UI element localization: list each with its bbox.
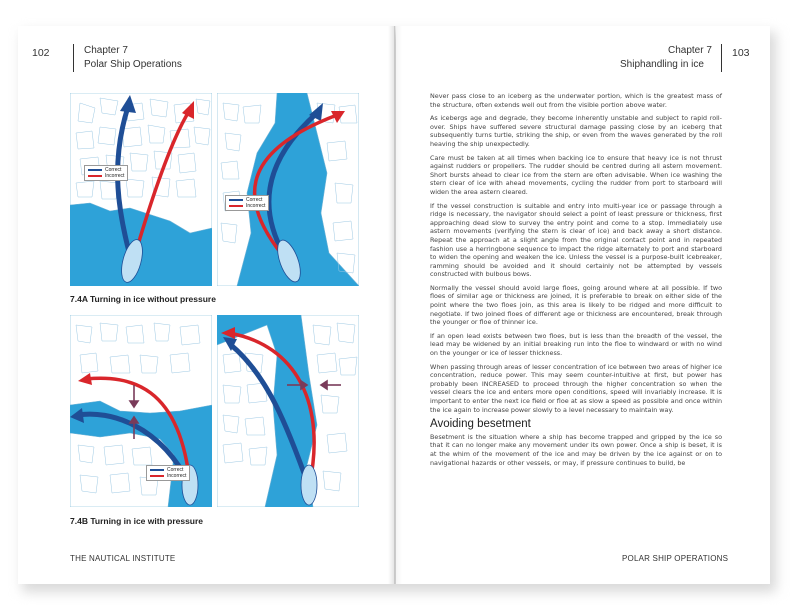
paragraph: Besetment is the situation where a ship has become trapped and gripped by the ice so that it can no longer make any movement under its own power. Once a ship is beset, it is at the whim of the movement of the ice and may be driven by the ice against or on to navigational hazards or other vessels, or may, if pressure continues to build, be bbox=[430, 432, 722, 467]
paragraph: When passing through areas of lesser concentration of ice between two areas of higher ice concentration, reduce power. This may seem counter-intuitive at first, but power has probably been INCREASED to proceed through the higher concentration so when the vessel clears the ice and enters more open conditions, speed will invariably increase. It is important to enter the next ice field or floe at as slow a speed as possible and once within the ice again to increase power slowly to a level necessary to maintain way. bbox=[430, 362, 722, 414]
right-header-divider bbox=[721, 44, 722, 72]
figure-legend bbox=[225, 195, 269, 211]
right-footer: POLAR SHIP OPERATIONS bbox=[622, 554, 729, 563]
paragraph: If an open lead exists between two floes, but is less than the breadth of the vessel, the lead may be widened by an initial breaking run into the floe to windward or with no wind on the younger or ice of lesser thickness. bbox=[430, 331, 722, 358]
figure-7-4b-left-panel bbox=[70, 315, 212, 507]
figure-7-4a-right-panel bbox=[217, 93, 359, 286]
right-running-title: Shiphandling in ice bbox=[620, 59, 704, 70]
paragraph: As icebergs age and degrade, they become inherently unstable and subject to rapid roll-over. Ships have suffered severe structural damage passing close by an iceberg that subsequently turns turtle, striking the ship, or even from the waves generated by the roll heaving the ship unexpectedly. bbox=[430, 114, 722, 148]
legend-correct-label: Correct bbox=[105, 167, 122, 173]
paragraph: If the vessel construction is suitable and entry into multi-year ice or passage through a ridge is necessary, the navigator should select a point of least pressure or thickness, first approaching dead slow to survey the entry point and come to a stop. Immediately use astern movements (verifying the stern is clear of ice) and back away a short distance. Repeat the approach at a slight angle from the original contact point and in repeated fashion use a herringbone sequence to impact the ridge alternately to port and starboard to widen the opening and weaken the ice. Unless the vessel is a purpose-built icebreaker, ramming should be avoided and it should certainly not be attempted by vessels constructed with bulbous bows. bbox=[430, 201, 722, 279]
left-running-title: Polar Ship Operations bbox=[84, 59, 182, 70]
paragraph: Care must be taken at all times when backing ice to ensure that heavy ice is not thrust against rudders or propellers. The rudder should be centred during all astern movement. Short bursts ahead to clear ice from the stern are often advisable. When ice washing the stern clear of ice with ahead movements, cycling the rudder from port to starboard will widen the area astern cleared. bbox=[430, 153, 722, 196]
figure-legend bbox=[146, 465, 190, 481]
section-heading: Avoiding besetment bbox=[430, 418, 531, 431]
left-chapter-label: Chapter 7 bbox=[84, 45, 128, 56]
left-page-number: 102 bbox=[32, 47, 50, 59]
left-header-divider bbox=[73, 44, 74, 72]
paragraph: Never pass close to an iceberg as the underwater portion, which is the greatest mass of the structure, often extends well out from the visible portion above water. bbox=[430, 92, 722, 109]
right-page-number: 103 bbox=[732, 47, 750, 59]
legend-incorrect-label: Incorrect bbox=[246, 203, 266, 209]
legend-incorrect-label: Incorrect bbox=[167, 473, 187, 479]
book-gutter bbox=[388, 26, 402, 584]
figure-legend bbox=[84, 165, 128, 181]
right-page-body bbox=[430, 92, 722, 472]
left-footer: THE NAUTICAL INSTITUTE bbox=[70, 554, 176, 563]
paragraph: Normally the vessel should avoid large floes, going around where at all possible. If two floes of similar age or thickness are joined, it is preferable to break on either side of the point where the two floes join, as this area is likely to be ridged and more difficult to negotiate. If two joined floes of different age or thickness are encountered, break through the younger or floe of thinner ice. bbox=[430, 283, 722, 327]
legend-incorrect-label: Incorrect bbox=[105, 173, 125, 179]
legend-correct-label: Correct bbox=[246, 197, 263, 203]
legend-correct-label: Correct bbox=[167, 467, 184, 473]
right-chapter-label: Chapter 7 bbox=[668, 45, 712, 56]
figure-7-4a-left-panel bbox=[70, 93, 212, 286]
figure-caption-7-4a: 7.4A Turning in ice without pressure bbox=[70, 294, 216, 304]
figure-7-4b-right-panel bbox=[217, 315, 359, 507]
figure-caption-7-4b: 7.4B Turning in ice with pressure bbox=[70, 516, 204, 526]
